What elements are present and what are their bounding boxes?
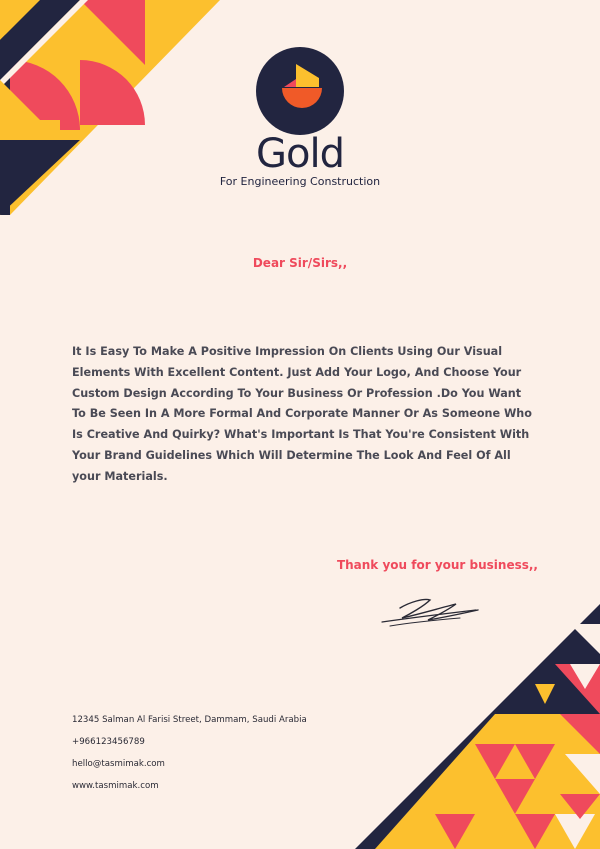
brand-name: Gold [256,131,344,177]
salutation: Dear Sir/Sirs,, [252,256,348,270]
email-text: hello@tasmimak.com [72,759,165,769]
website-text: www.tasmimak.com [72,781,159,791]
letter-body: It Is Easy To Make A Positive Impression On Clients Using Our Visual Elements With Excellent Content. Just Add Your Logo, And Choose Your Custom Design According To Your Business Or Profession .Do You Want To Be Seen In A More Formal And Corporate Manner Or As Someone Who Is Creative And Quirky? What's Important Is That You're Consistent With Your Brand Guidelines Which Will Determine The Look And Feel Of All your Materials. [72,345,532,483]
contact-details [72,713,392,801]
phone-text: +966123456789 [72,737,145,747]
handwritten-signature [380,590,482,630]
brand-tagline: For Engineering Construction [219,175,381,188]
boat-sun-logo-icon [256,47,344,135]
closing-line: Thank you for your business,, [336,558,538,572]
address-text: 12345 Salman Al Farisi Street, Dammam, Saudi Arabia [72,715,307,725]
